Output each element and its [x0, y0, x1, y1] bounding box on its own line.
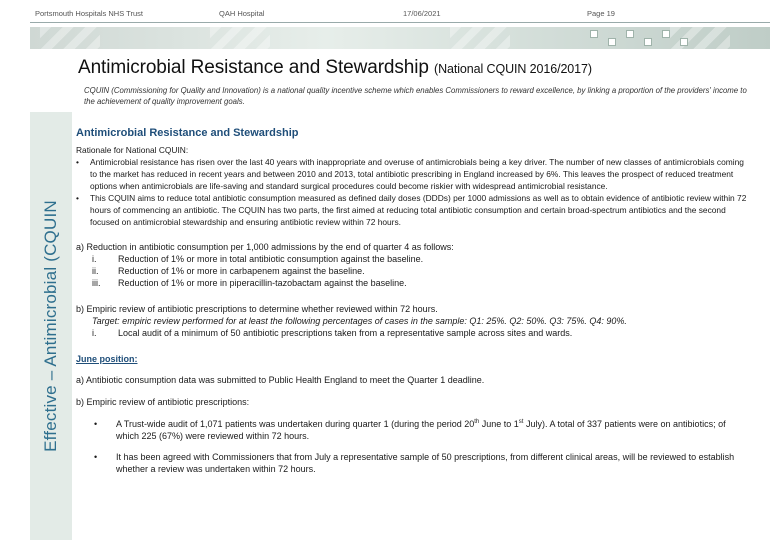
- june-bullet-2-text: It has been agreed with Commissioners that from July a representative sample of 50 prescriptions, from different clinical areas, will be reviewed to establish whether a review was undertaken within 72 hours.: [116, 452, 735, 474]
- bullet-icon: •: [94, 452, 98, 462]
- june-b: [76, 396, 748, 408]
- rationale-label: Rationale for National CQUIN:: [76, 145, 189, 155]
- june-a: [76, 374, 748, 386]
- bullet-item: [76, 156, 748, 192]
- header-divider: [30, 22, 770, 23]
- ordinal-suffix: th: [474, 419, 480, 425]
- list-text: Reduction of 1% or more in carbapenem against the baseline.: [118, 266, 365, 276]
- june-bullet-1-mid: June to 1: [479, 419, 519, 429]
- part-a: [76, 241, 748, 289]
- bullet-item: [76, 192, 748, 228]
- header-site: QAH Hospital: [219, 9, 265, 18]
- list-item: [76, 277, 748, 289]
- june-bullet-1: [76, 416, 748, 442]
- sidebar-label: Effective – Antimicrobial (CQUIN: [41, 200, 60, 452]
- part-b-label: b): [76, 304, 85, 314]
- bullet-text: This CQUIN aims to reduce total antibiotic consumption measured as defined daily doses (DDDs) per 1000 admissions as well as to obtain evidence of antibiotic review within 72 hours of commencing an antibiotic. The CQUIN has two parts, the first aimed at reducing total antibiotic consumption and certain broad-spectrum antibiotics and the second focused on antimicrobial stewardship and ensuring antibiotic review within 72 hours.: [90, 193, 747, 227]
- june-bullet-2: [76, 451, 748, 475]
- content-area: [76, 127, 748, 475]
- ordinal-suffix: st: [518, 419, 524, 425]
- bullet-text: Antimicrobial resistance has risen over the last 40 years with inappropriate and overuse of antimicrobials being a key driver. The number of new classes of antimicrobials coming to the market has reduced in recent years and between 2010 and 2013, total antibiotic prescribing in England increased by 6%. This leaves the prospect of reduced treatment options when antimicrobials are life-saving and standard surgical procedures could become riskier with widespread antimicrobial resistance.: [90, 157, 744, 191]
- list-item: [76, 253, 748, 265]
- list-number: ii.: [92, 266, 99, 276]
- list-item: [76, 265, 748, 277]
- bullet-icon: •: [76, 193, 79, 203]
- header-org: Portsmouth Hospitals NHS Trust: [35, 9, 143, 18]
- header-page: Page 19: [587, 9, 615, 18]
- june-b-text: Empiric review of antibiotic prescriptions:: [86, 397, 250, 407]
- list-text: Reduction of 1% or more in piperacillin-tazobactam against the baseline.: [118, 278, 407, 288]
- list-number: iii.: [92, 278, 101, 288]
- june-a-label: a): [76, 375, 85, 385]
- page-title-sub: (National CQUIN 2016/2017): [434, 62, 592, 76]
- june-bullet-1-end: July). A total of 337 patients were on antibiotics; of which 225 (67%) were reviewed within 72 hours.: [116, 419, 726, 441]
- part-b-target: Target: empiric review performed for at least the following percentages of cases in the sample: Q1: 25%. Q2: 50%. Q3: 75%. Q4: 90%.: [92, 316, 627, 326]
- part-b-text: Empiric review of antibiotic prescriptions to determine whether reviewed within 72 hours.: [86, 304, 438, 314]
- june-a-text: Antibiotic consumption data was submitted to Public Health England to meet the Quarter 1 deadline.: [86, 375, 485, 385]
- part-a-text: Reduction in antibiotic consumption per 1,000 admissions by the end of quarter 4 as follows:: [86, 242, 454, 252]
- list-item: [76, 327, 748, 339]
- list-number: i.: [92, 254, 97, 264]
- page-title: [78, 57, 592, 79]
- part-b: [76, 303, 748, 339]
- intro-text: CQUIN (Commissioning for Quality and Innovation) is a national quality incentive scheme which enables Commissioners to reward excellence, by linking a proportion of the providers' income to the achievement of quality improvement goals.: [84, 86, 747, 106]
- rationale-block: [76, 144, 748, 228]
- header-date: 17/06/2021: [403, 9, 441, 18]
- part-a-label: a): [76, 242, 85, 252]
- section-heading: Antimicrobial Resistance and Stewardship: [76, 127, 299, 139]
- june-heading: June position:: [76, 354, 138, 364]
- decorative-banner: [30, 27, 770, 49]
- list-text: Local audit of a minimum of 50 antibiotic prescriptions taken from a representative sample across sites and wards.: [118, 328, 573, 338]
- list-number: i.: [92, 328, 97, 338]
- june-bullet-1-text: A Trust-wide audit of 1,071 patients was undertaken during quarter 1 (during the period 20: [116, 419, 475, 429]
- bullet-icon: •: [94, 419, 98, 429]
- bullet-icon: •: [76, 157, 79, 167]
- list-text: Reduction of 1% or more in total antibiotic consumption against the baseline.: [118, 254, 424, 264]
- page-title-main: Antimicrobial Resistance and Stewardship: [78, 57, 429, 78]
- june-b-label: b): [76, 397, 85, 407]
